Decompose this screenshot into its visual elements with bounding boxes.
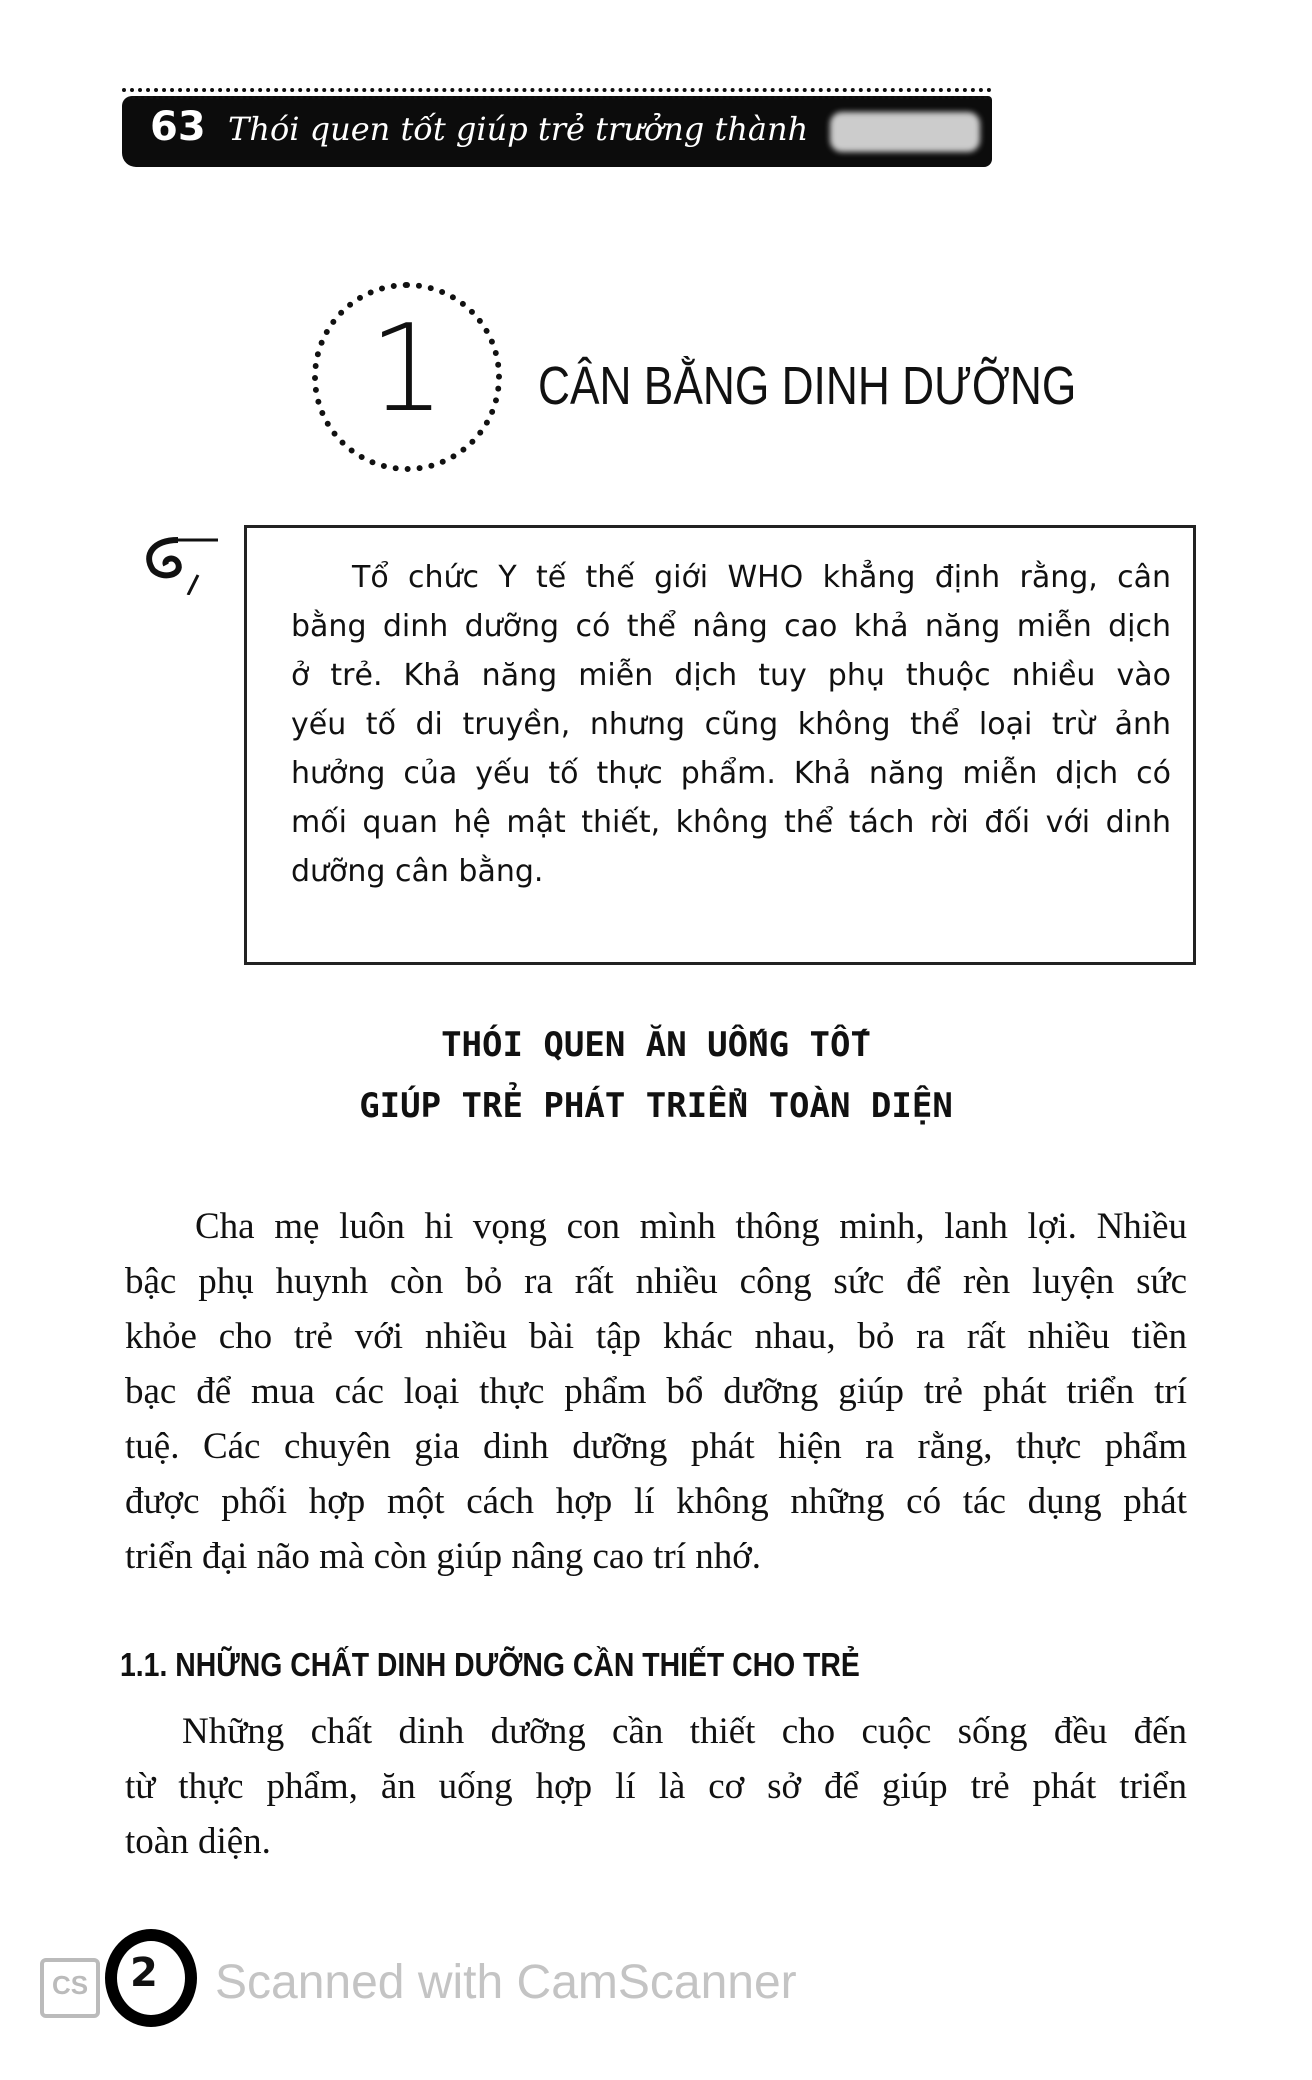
header-number: 63 — [150, 104, 206, 150]
page-number: 2 — [130, 1950, 158, 1996]
text-line: bằng dinh dưỡng có thể nâng cao khả năng miễn dịch — [291, 609, 1171, 644]
scroll-icon — [138, 535, 218, 595]
text-line: từ thực phẩm, ăn uống hợp lí là cơ sở để giúp trẻ phát triển — [125, 1766, 1187, 1807]
text-line: triển đại não mà còn giúp nâng cao trí nhớ. — [125, 1536, 762, 1577]
chapter-title: CÂN BẰNG DINH DƯỠNG — [538, 356, 1077, 416]
section-heading-line-1: THÓI QUEN ĂN UỐNG TỐT — [441, 1025, 871, 1065]
text-line: Tổ chức Y tế thế giới WHO khẳng định rằng, cân — [352, 560, 1171, 595]
text-line: ở trẻ. Khả năng miễn dịch tuy phụ thuộc nhiều vào — [291, 658, 1171, 693]
text-line: toàn diện. — [125, 1821, 271, 1862]
camscanner-watermark: Scanned with CamScanner — [215, 1956, 797, 2009]
text-line: tuệ. Các chuyên gia dinh dưỡng phát hiện ra rằng, thực phẩm — [125, 1426, 1187, 1467]
text-line: bạc để mua các loại thực phẩm bổ dưỡng giúp trẻ phát triển trí — [125, 1371, 1187, 1412]
text-line: Những chất dinh dưỡng cần thiết cho cuộc sống đều đến — [182, 1711, 1187, 1752]
header-dotted-border — [122, 88, 992, 92]
text-line: mối quan hệ mật thiết, không thể tách rời đối với dinh — [291, 805, 1171, 840]
subheading: 1.1. NHỮNG CHẤT DINH DƯỠNG CẦN THIẾT CHO TRẺ — [120, 1646, 860, 1683]
text-line: khỏe cho trẻ với nhiều bài tập khác nhau, bỏ ra rất nhiều tiền — [125, 1316, 1187, 1357]
section-heading-line-2: GIÚP TRẺ PHÁT TRIỂN TOÀN DIỆN — [359, 1086, 953, 1126]
header-title: Thói quen tốt giúp trẻ trưởng thành — [228, 110, 809, 148]
text-line: bậc phụ huynh còn bỏ ra rất nhiều công sức để rèn luyện sức — [125, 1261, 1187, 1302]
header-smudge — [830, 112, 980, 152]
chapter-number: 1 — [368, 300, 446, 439]
text-line: hưởng của yếu tố thực phẩm. Khả năng miễn dịch có — [291, 756, 1171, 791]
camscanner-logo: CS — [40, 1958, 100, 2018]
text-line: Cha mẹ luôn hi vọng con mình thông minh, lanh lợi. Nhiều — [195, 1206, 1187, 1247]
text-line: dưỡng cân bằng. — [291, 854, 544, 889]
text-line: được phối hợp một cách hợp lí không những có tác dụng phát — [125, 1481, 1187, 1522]
text-line: yếu tố di truyền, nhưng cũng không thể loại trừ ảnh — [291, 707, 1171, 742]
